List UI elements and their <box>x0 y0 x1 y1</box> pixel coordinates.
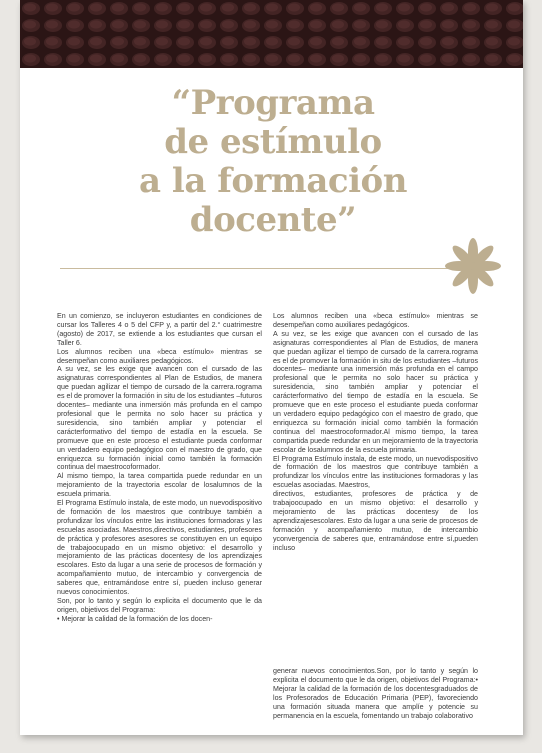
magazine-page <box>20 0 523 735</box>
pattern-image <box>20 0 523 68</box>
divider-line <box>60 268 480 269</box>
body-column-right-end: generar nuevos conocimientos.Son, por lo tanto y según lo explicita el documento que le da origen, objetivos del Programa:• Mejorar la calidad de la formación de los docentesgraduados de los Profesorados de Educación Primaria (PEP), favoreciendo una formación situada manera que amplíe y potencie su permanencia en la escuela, fomentando un trabajo colaborativo <box>273 667 480 720</box>
title-line-4: docente” <box>189 200 357 240</box>
body-column-right: Los alumnos reciben una «beca estímulo» mientras se desempeñan como auxiliares pedagógicos. A su vez, se les exige que avancen con el cursado de las asignaturas correspondientes al Plan de Estudios, de manera que puedan agilizar el tiempo de cursado de la carrera.rograma es el de promover la formación in situ de los estudiantes –futuros docentes– mediante una inmersión más profunda en el campo profesional que le permita no solo hacer su práctica y suresidencia, sino también ampliar y potenciar el carácterformativo del tiempo de estadía en la escuela. Se promueve que en este proceso el estudiante pueda conformar un verdadero equipo pedagógico con el maestro de grado, que enriquezca su formación inicial como también la formación continua del maestrocoformador.Al mismo tiempo, la tarea compartida puede redundar en un mejoramiento de la trayectoria escolar de losalumnos de la escuela primaria. El Programa Estímulo instala, de este modo, un nuevodispositivo de formación de los maestros que contribuye también a profundizar los vínculos entre las instituciones formadoras y las escuelas asociadas. Maestros, directivos, estudiantes, profesores de práctica y de trabajoocupado en un mismo objetivo: el desarrollo y mejoramiento de las prácticas docentesy de los aprendizajesescolares. Esto da lugar a una serie de procesos de formación y acompañamiento mutuo, de intercambio yconvergencia de saberes que, entramándose entre sí,pueden incluso <box>273 312 478 552</box>
title-line-2: de estímulo <box>164 122 382 162</box>
body-column-left: En un comienzo, se incluyeron estudiantes en condiciones de cursar los Talleres 4 o 5 del CFP y, a partir del 2.° cuatrimestre (agosto) de 2017, se extiende a los estudiantes que cursan el Taller 6. Los alumnos reciben una «beca estímulo» mientras se desempeñan como auxiliares pedagógicos. A su vez, se les exige que avancen con el cursado de las asignaturas correspondientes al Plan de Estudios, de manera que puedan agilizar el tiempo de cursado de la carrera.rograma es el de promover la formación in situ de los estudiantes –futuros docentes– mediante una inmersión más profunda en el campo profesional que le permita no solo hacer su práctica y suresidencia, sino también ampliar y potenciar el carácterformativo del tiempo de estadía en la escuela. Se promueve que en este proceso el estudiante pueda conformar un verdadero equipo pedagógico con el maestro de grado, que enriquezca su formación inicial como también la formación continua del maestrocoformador. Al mismo tiempo, la tarea compartida puede redundar en un mejoramiento de la trayectoria escolar de losalumnos de la escuela primaria. El Programa Estímulo instala, de este modo, un nuevodispositivo de formación de los maestros que contribuye también a profundizar los vínculos entre las instituciones formadoras y las escuelas asociadas. Maestros,directivos, estudiantes, profesores de práctica y profesores asesores se constituyen en un equipo de trabajoocupado en un mismo objetivo: el desarrollo y mejoramiento de las prácticas docentesy de los aprendizajes escolares. Esto da lugar a una serie de procesos de formación y acompañamiento mutuo, de intercambio y convergencia de saberes que, entramándose entre sí, pueden incluso generar nuevos conocimientos. Son, por lo tanto y según lo explicita el documento que le da origen, objetivos del Programa: • Mejorar la calidad de la formación de los docen- <box>57 312 262 623</box>
title-line-3: a la formación <box>139 161 407 201</box>
decorative-banner <box>20 0 523 68</box>
title-line-1: “Programa <box>171 83 375 123</box>
asterisk-icon <box>445 238 501 294</box>
article-title <box>128 84 418 240</box>
